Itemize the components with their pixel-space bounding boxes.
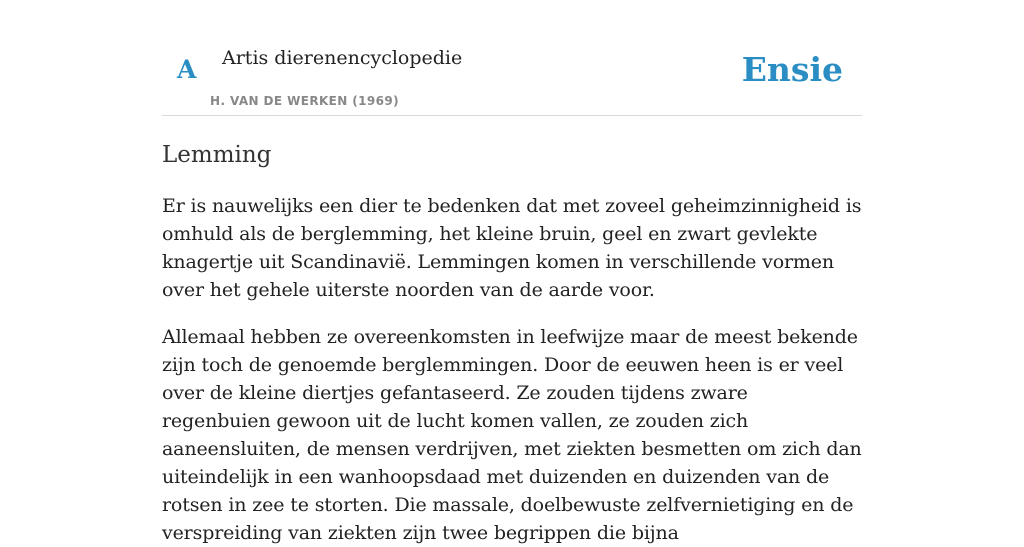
paragraph: Er is nauwelijks een dier te bedenken dat met zoveel geheimzinnigheid is omhuld als de berglemming, het kleine bruin, geel en zwart gevlekte knagertje uit Scandinavië. Lemmingen komen in verschillende vormen over het gehele uiterste noorden van de aarde voor.: [162, 195, 862, 301]
brand-logo-link[interactable]: Ensie: [741, 50, 843, 89]
header: [162, 0, 862, 116]
entry-title: Lemming: [162, 142, 272, 168]
paragraph: Allemaal hebben ze overeenkomsten in leefwijze maar de meest bekende zijn toch de genoemde berglemmingen. Door de eeuwen heen is er veel over de kleine diertjes gefantaseerd. Ze zouden tijdens zware regenbuien gewoon uit de lucht komen vallen, ze zouden zich aaneensluiten, de mensen verdrijven, met ziekten besmetten om zich dan uiteindelijk in een wanhoopsdaad met duizenden en duizenden van de rotsen in zee te storten. Die massale, doelbewuste zelfvernietiging en de verspreiding van ziekten zijn twee begrippen die bijna: [162, 326, 862, 544]
entry-body: [162, 192, 862, 547]
page: [162, 0, 862, 547]
author-byline: H. VAN DE WERKEN (1969): [210, 94, 400, 108]
book-logo-link[interactable]: A: [177, 55, 197, 84]
book-title-link[interactable]: Artis dierenencyclopedie: [222, 47, 463, 69]
